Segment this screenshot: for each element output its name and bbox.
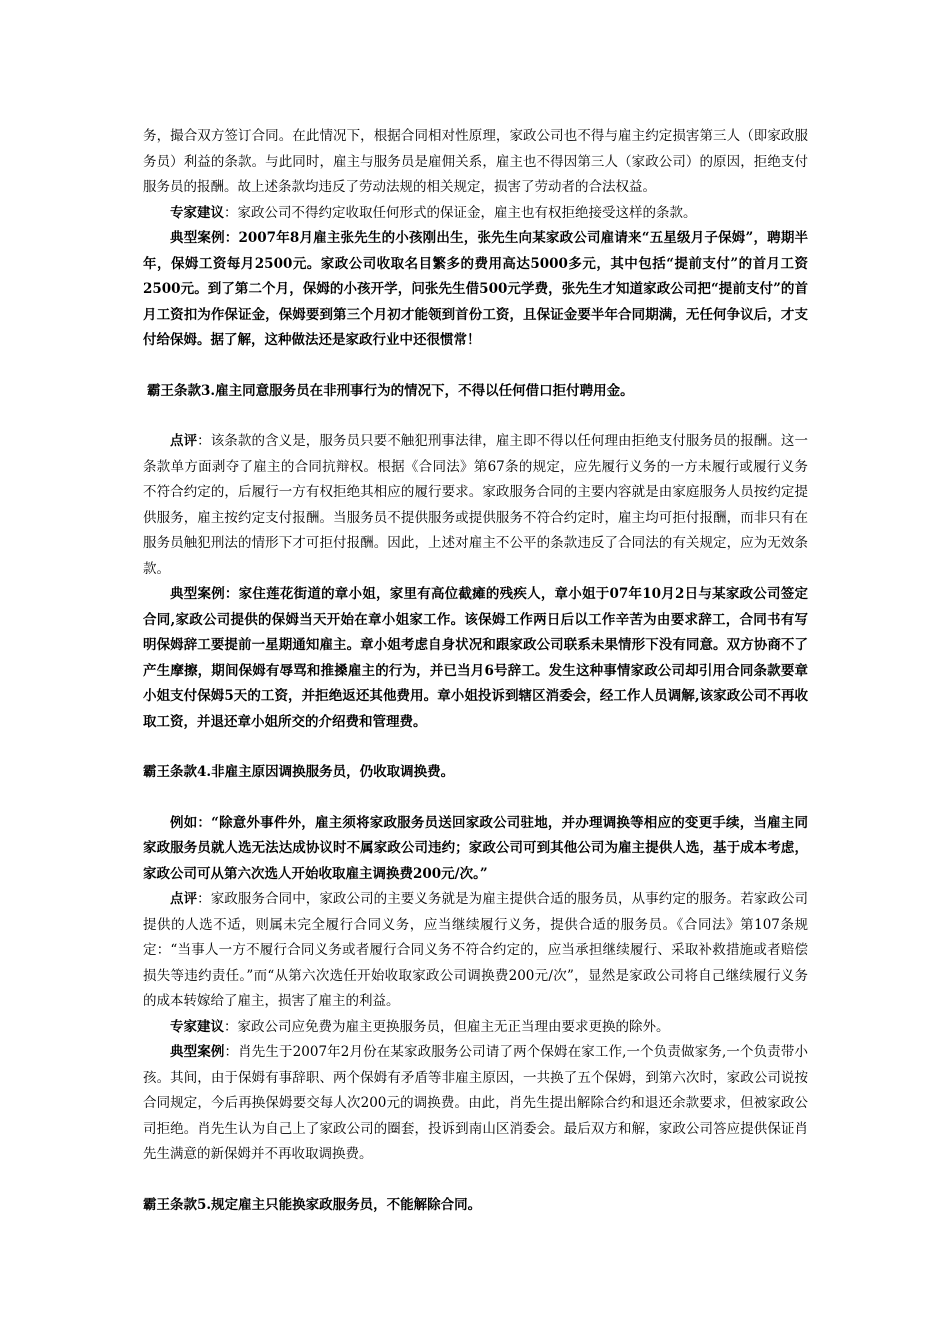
typical-case-text: 家住莲花街道的章小姐，家里有高位截瘫的残疾人，章小姐于07年10月2日与某家政公司签定合同,家政公司提供的保姆当天开始在章小姐家工作。该保姆工作两日后以工作辛苦为由要求辞工，合同书有写明保姆辞工要提前一星期通知雇主。章小姐考虑自身状况和跟家政公司联系未果情形下没有同意。双方协商不了产生摩擦，期间保姆有辱骂和推搡雇主的行为，并已当月6号辞工。发生这种事情家政公司却引用合同条款要章小姐支付保姆5天的工资，并拒绝返还其他费用。章小姐投诉到辖区消委会，经工作人员调解,该家政公司不再收取工资，并退还章小姐所交的介绍费和管理费。 (143, 586, 808, 730)
document-page (143, 124, 808, 1218)
typical-case-paragraph (143, 582, 808, 735)
example-label: 例如： (170, 814, 212, 831)
typical-case-text: ：肖先生于2007年2月份在某家政服务公司请了两个保姆在家工作,一个负责做家务,一个负责带小孩。其间，由于保姆有事辞职、两个保姆有矛盾等非雇主原因，一共换了五个保姆，到第六次时，家政公司说按合同规定，今后再换保姆要交每人次200元的调换费。由此，肖先生提出解除合约和退还余款要求，但被家政公司拒绝。肖先生认为自己上了家政公司的圈套，投诉到南山区消委会。最后双方和解，家政公司答应提供保证肖先生满意的新保姆并不再收取调换费。 (143, 1044, 809, 1162)
typical-case-label: 典型案例： (170, 230, 239, 246)
expert-advice-label: 专家建议 (170, 1018, 224, 1035)
typical-case-label: 典型案例： (170, 586, 239, 602)
comment-paragraph (143, 887, 808, 1015)
clause-3-heading: 霸王条款3.雇主同意服务员在非刑事行为的情况下，不得以任何借口拒付聘用金。 (147, 382, 634, 399)
expert-advice-label: 专家建议 (170, 204, 224, 221)
expert-advice-paragraph (143, 1015, 808, 1041)
clause-5-heading: 霸王条款5.规定雇主只能换家政服务员，不能解除合同。 (143, 1196, 482, 1213)
typical-case-label: 典型案例 (170, 1044, 225, 1060)
expert-advice-text: ：家政公司应免费为雇主更换服务员，但雇主无正当理由要求更换的除外。 (224, 1018, 670, 1035)
comment-text: ：家政服务合同中，家政公司的主要义务就是为雇主提供合适的服务员，从事约定的服务。若家政公司提供的人选不适，则属未完全履行合同义务，应当继续履行义务，提供合适的服务员。《合同法》第107条规定：“当事人一方不履行合同义务或者履行合同义务不符合约定的，应当承担继续履行、采取补救措施或者赔偿损失等违约责任。”而“从第六次选任开始收取家政公司调换费200元/次”，显然是家政公司将自己继续履行义务的成本转嫁给了雇主，损害了雇主的利益。 (143, 891, 809, 1009)
typical-case-text: 2007年8月雇主张先生的小孩刚出生，张先生向某家政公司雇请来“五星级月子保姆”，聘期半年，保姆工资每月2500元。家政公司收取名目繁多的费用高达5000多元，其中包括“提前支付”的首月工资2500元。到了第二个月，保姆的小孩开学，问张先生借500元学费，张先生才知道家政公司把“提前支付”的首月工资扣为作保证金，保姆要到第三个月初才能领到首份工资，且保证金要半年合同期满，无任何争议后，才支付给保姆。据了解，这种做法还是家政行业中还很惯常！ (143, 230, 809, 348)
expert-advice-text: ：家政公司不得约定收取任何形式的保证金，雇主也有权拒绝接受这样的条款。 (224, 204, 697, 221)
clause-4-heading: 霸王条款4.非雇主原因调换服务员，仍收取调换费。 (143, 764, 455, 780)
example-paragraph (143, 811, 808, 888)
comment-paragraph (143, 429, 808, 582)
typical-case-paragraph (143, 226, 808, 354)
expert-advice-paragraph (143, 201, 808, 227)
comment-label: 点评 (170, 433, 198, 449)
comment-text: ：该条款的含义是，服务员只要不触犯刑事法律，雇主即不得以任何理由拒绝支付服务员的报酬。这一条款单方面剥夺了雇主的合同抗辩权。根据《合同法》第67条的规定，应先履行义务的一方未履行或履行义务不符合约定的，后履行一方有权拒绝其相应的履行要求。家政服务合同的主要内容就是由家庭服务人员按约定提供服务，雇主按约定支付报酬。当服务员不提供服务或提供服务不符合约定时，雇主均可拒付报酬，而非只有在服务员触犯刑法的情形下才可拒付报酬。因此，上述对雇主不公平的条款违反了合同法的有关规定，应为无效条款。 (143, 433, 809, 577)
typical-case-paragraph (143, 1040, 808, 1168)
example-text: “除意外事件外，雇主须将家政服务员送回家政公司驻地，并办理调换等相应的变更手续，当雇主同家政服务员就人选无法达成协议时不属家政公司违约；家政公司可到其他公司为雇主提供人选，基于成本考虑，家政公司可从第六次选人开始收取雇主调换费200元/次。” (143, 814, 809, 882)
comment-label: 点评 (170, 891, 198, 907)
paragraph-continuation: 务，撮合双方签订合同。在此情况下，根据合同相对性原理，家政公司也不得与雇主约定损害第三人（即家政服务员）利益的条款。与此同时，雇主与服务员是雇佣关系，雇主也不得因第三人（家政公司）的原因，拒绝支付服务员的报酬。故上述条款均违反了劳动法规的相关规定，损害了劳动者的合法权益。 (143, 128, 808, 195)
